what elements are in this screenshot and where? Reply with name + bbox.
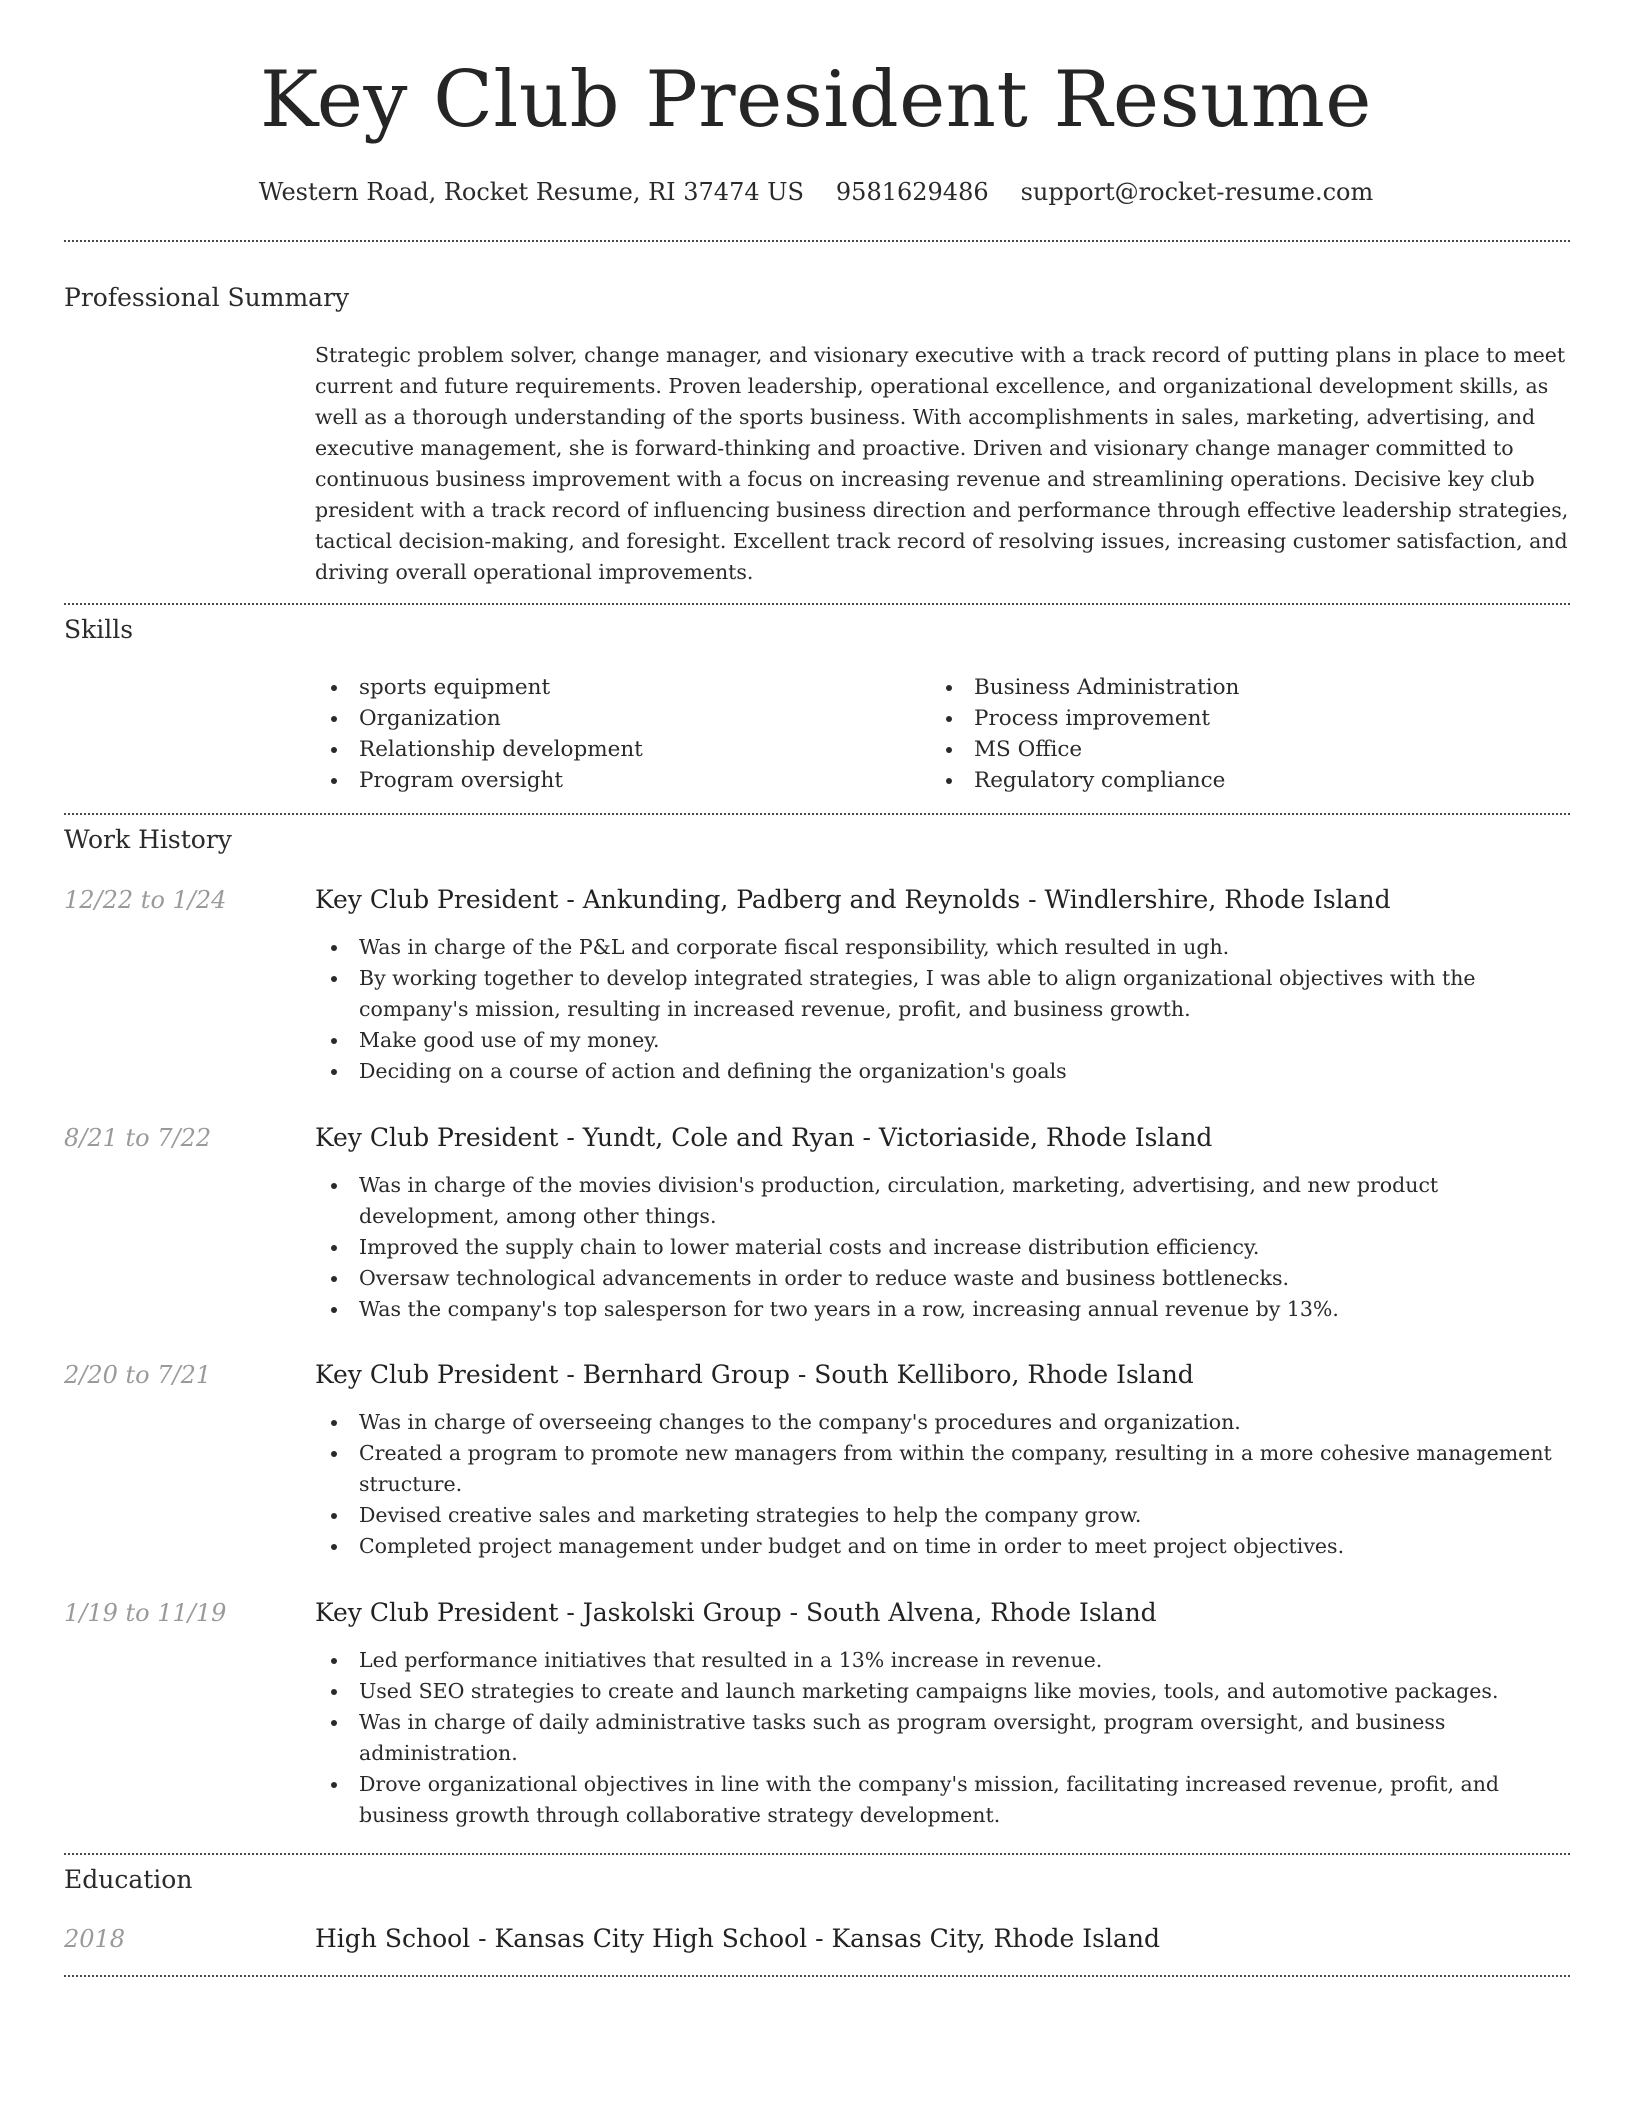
job-dates: 12/22 to 1/24: [64, 886, 227, 914]
skill-item: MS Office: [930, 734, 1239, 765]
duty-item: Was in charge of overseeing changes to the company's procedures and organization.: [315, 1407, 1575, 1438]
resume-header: [0, 0, 1632, 208]
job-dates: 8/21 to 7/22: [64, 1124, 212, 1152]
contact-email: support@rocket-resume.com: [1020, 178, 1374, 206]
job-duties: [315, 1170, 1575, 1325]
skill-item: Program oversight: [315, 765, 643, 796]
job-dates: 1/19 to 11/19: [64, 1599, 227, 1627]
resume-title: Key Club President Resume: [260, 55, 1372, 145]
divider: [64, 1853, 1570, 1855]
job-duties: [315, 1645, 1575, 1831]
job-dates: 2/20 to 7/21: [64, 1361, 212, 1389]
education-heading: Education: [64, 1865, 193, 1894]
job-title: Key Club President - Yundt, Cole and Ryan - Victoriaside, Rhode Island: [315, 1123, 1213, 1152]
job-title: Key Club President - Ankunding, Padberg and Reynolds - Windlershire, Rhode Island: [315, 885, 1391, 914]
duty-item: Drove organizational objectives in line with the company's mission, facilitating increased revenue, profit, and business growth through collaborative strategy development.: [315, 1769, 1575, 1831]
duty-item: Was the company's top salesperson for two years in a row, increasing annual revenue by 13%.: [315, 1294, 1575, 1325]
skills-list-left: [315, 672, 643, 796]
duty-item: Improved the supply chain to lower material costs and increase distribution efficiency.: [315, 1232, 1575, 1263]
summary-text: Strategic problem solver, change manager, and visionary executive with a track record of putting plans in place to meet current and future requirements. Proven leadership, operational excellence, and organizational development skills, as well as a thorough understanding of the sports business. With accomplishments in sales, marketing, advertising, and executive management, she is forward-thinking and proactive. Driven and visionary change manager committed to continuous business improvement with a focus on increasing revenue and streamlining operations. Decisive key club president with a track record of influencing business direction and performance through effective leadership strategies, tactical decision-making, and foresight. Excellent track record of resolving issues, increasing customer satisfaction, and driving overall operational improvements.: [315, 343, 1569, 584]
skills-heading: Skills: [64, 615, 134, 644]
divider: [64, 603, 1570, 605]
education-dates: 2018: [64, 1925, 126, 1953]
job-duties: [315, 1407, 1575, 1562]
duty-item: Was in charge of the movies division's production, circulation, marketing, advertising, and new product development, among other things.: [315, 1170, 1575, 1232]
skill-item: Business Administration: [930, 672, 1239, 703]
skill-item: Organization: [315, 703, 643, 734]
divider: [64, 1975, 1570, 1977]
job-title: Key Club President - Jaskolski Group - South Alvena, Rhode Island: [315, 1598, 1157, 1627]
duty-item: Led performance initiatives that resulted in a 13% increase in revenue.: [315, 1645, 1575, 1676]
duty-item: Was in charge of the P&L and corporate fiscal responsibility, which resulted in ugh.: [315, 932, 1575, 963]
duty-item: Was in charge of daily administrative tasks such as program oversight, program oversight, and business administration.: [315, 1707, 1575, 1769]
contact-phone: 9581629486: [835, 178, 989, 206]
duty-item: Make good use of my money.: [315, 1025, 1575, 1056]
duty-item: By working together to develop integrated strategies, I was able to align organizational objectives with the company's mission, resulting in increased revenue, profit, and business growth.: [315, 963, 1575, 1025]
divider: [64, 813, 1570, 815]
skill-item: Regulatory compliance: [930, 765, 1239, 796]
education-title: High School - Kansas City High School - Kansas City, Rhode Island: [315, 1924, 1160, 1953]
skill-item: Relationship development: [315, 734, 643, 765]
contact-line: [0, 176, 1632, 208]
skills-list-right: [930, 672, 1239, 796]
job-duties: [315, 932, 1575, 1087]
skill-item: Process improvement: [930, 703, 1239, 734]
divider: [64, 240, 1570, 242]
work-heading: Work History: [64, 825, 232, 854]
duty-item: Devised creative sales and marketing strategies to help the company grow.: [315, 1500, 1575, 1531]
duty-item: Created a program to promote new managers from within the company, resulting in a more cohesive management structure.: [315, 1438, 1575, 1500]
duty-item: Completed project management under budget and on time in order to meet project objectives.: [315, 1531, 1575, 1562]
job-title: Key Club President - Bernhard Group - South Kelliboro, Rhode Island: [315, 1360, 1194, 1389]
duty-item: Used SEO strategies to create and launch marketing campaigns like movies, tools, and automotive packages.: [315, 1676, 1575, 1707]
skill-item: sports equipment: [315, 672, 643, 703]
duty-item: Oversaw technological advancements in order to reduce waste and business bottlenecks.: [315, 1263, 1575, 1294]
duty-item: Deciding on a course of action and defining the organization's goals: [315, 1056, 1575, 1087]
contact-address: Western Road, Rocket Resume, RI 37474 US: [258, 178, 804, 206]
summary-heading: Professional Summary: [64, 283, 350, 312]
